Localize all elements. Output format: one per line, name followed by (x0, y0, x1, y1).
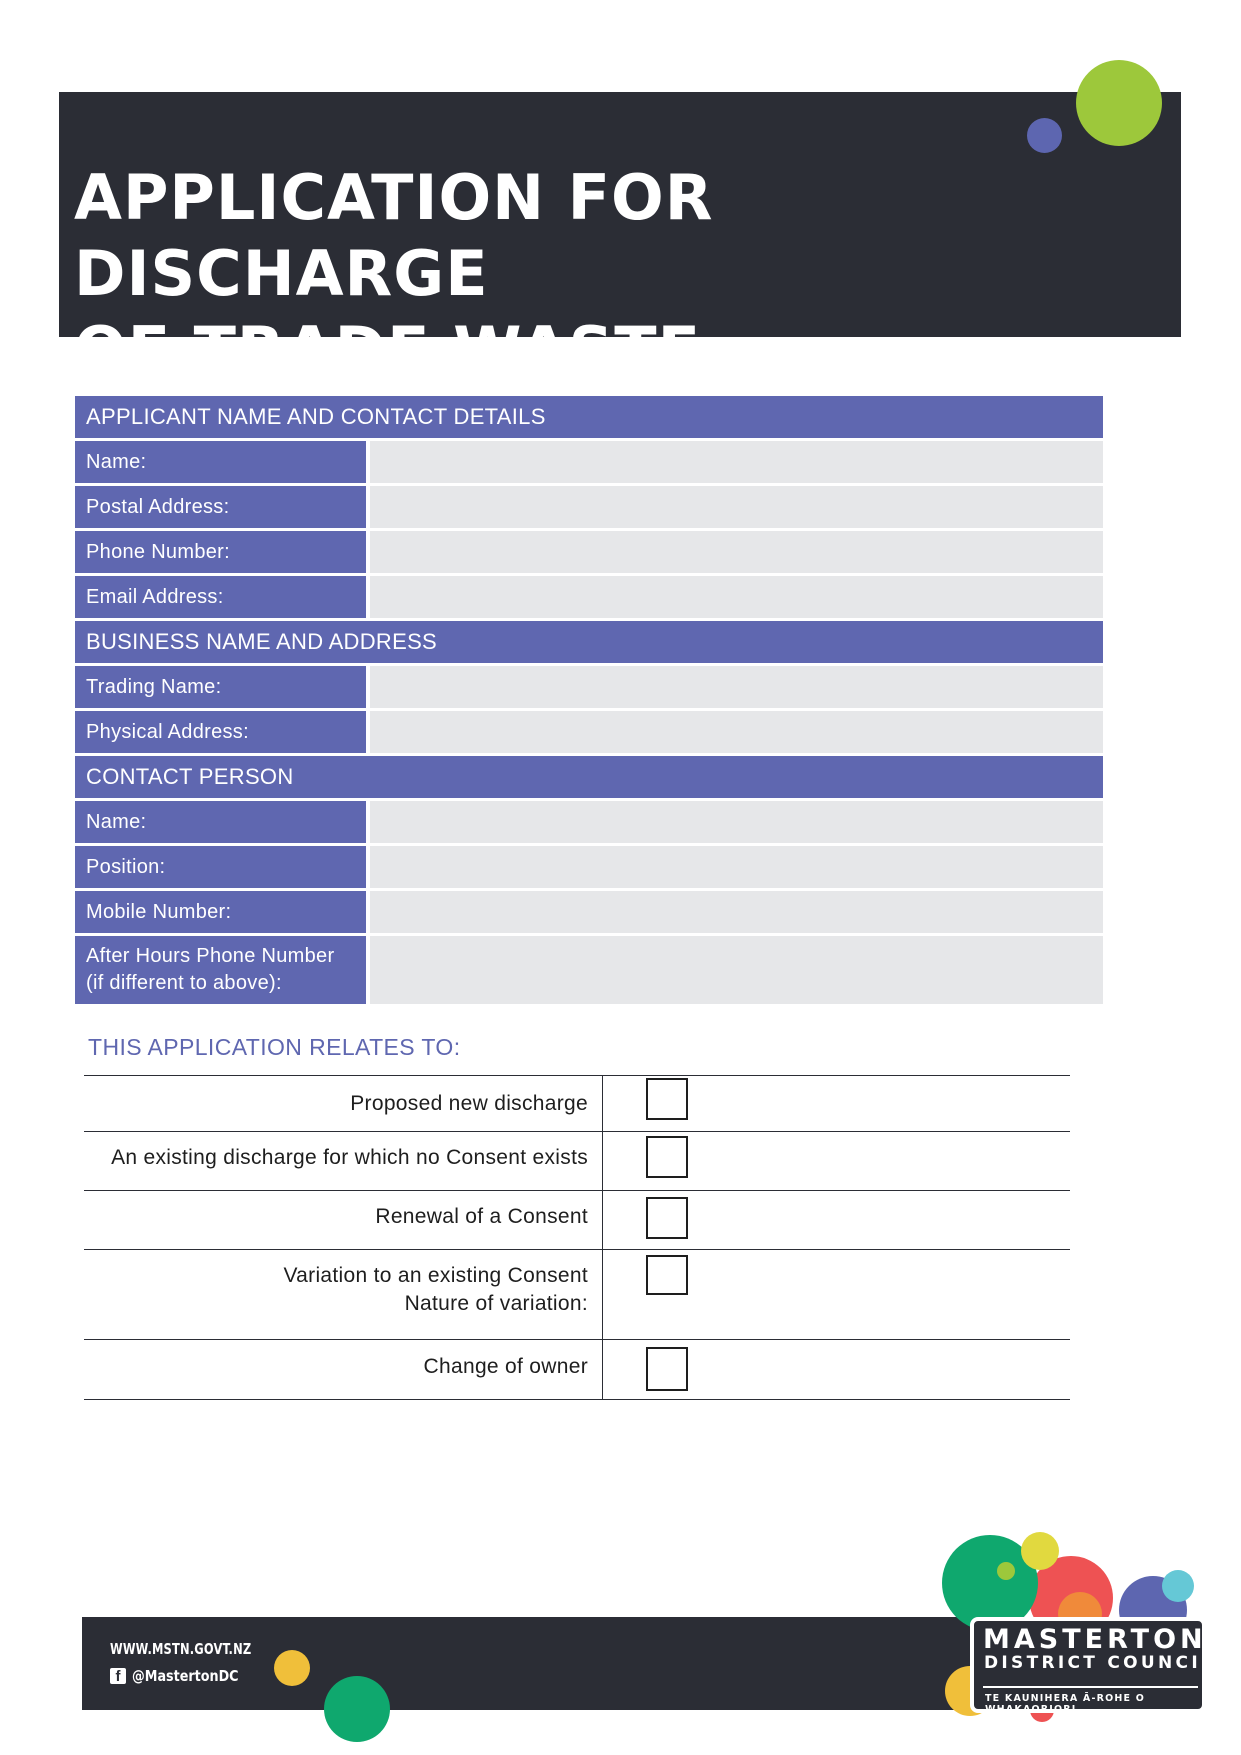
logo-divider (983, 1686, 1198, 1688)
field-label: Position: (75, 846, 366, 888)
logo-light-blue-circle (1162, 1570, 1194, 1602)
logo-name: MASTERTON (983, 1624, 1207, 1655)
option-row (84, 1250, 1070, 1340)
phone-number-field[interactable] (370, 531, 1103, 573)
field-label: Name: (75, 441, 366, 483)
option-row (84, 1340, 1070, 1400)
physical-address-field[interactable] (370, 711, 1103, 753)
facebook-icon: f (110, 1668, 126, 1684)
option-label: Change of owner (84, 1340, 603, 1399)
field-label: Mobile Number: (75, 891, 366, 933)
applicant-form (75, 396, 1103, 1007)
position-field[interactable] (370, 846, 1103, 888)
decorative-periwinkle-circle (1027, 118, 1062, 153)
field-row-contact-name (75, 801, 1103, 843)
field-label: Trading Name: (75, 666, 366, 708)
trading-name-field[interactable] (370, 666, 1103, 708)
field-label: After Hours Phone Number (if different to above): (75, 936, 366, 1004)
option-row (84, 1132, 1070, 1191)
field-label: Name: (75, 801, 366, 843)
field-row-postal-address (75, 486, 1103, 528)
website-link[interactable]: WWW.MSTN.GOVT.NZ (110, 1640, 252, 1658)
field-row-mobile-number (75, 891, 1103, 933)
page-title: APPLICATION FOR DISCHARGE OF TRADE WASTE (74, 161, 714, 386)
field-label: Postal Address: (75, 486, 366, 528)
option-row (84, 1076, 1070, 1132)
section-heading-business: BUSINESS NAME AND ADDRESS (75, 621, 1103, 663)
field-label: Physical Address: (75, 711, 366, 753)
social-link[interactable] (110, 1667, 257, 1685)
decorative-lime-circle (1076, 60, 1162, 146)
proposed-new-discharge-checkbox[interactable] (646, 1078, 688, 1120)
variation-to-consent-checkbox[interactable] (646, 1255, 688, 1295)
option-label: Proposed new discharge (84, 1076, 603, 1131)
after-hours-phone-field[interactable] (370, 936, 1103, 1004)
postal-address-field[interactable] (370, 486, 1103, 528)
field-row-applicant-name (75, 441, 1103, 483)
logo-yellow-green-circle (1021, 1532, 1059, 1570)
decorative-yellow-circle (274, 1650, 310, 1686)
field-row-after-hours-phone (75, 936, 1103, 1004)
option-label: Renewal of a Consent (84, 1191, 603, 1249)
field-row-trading-name (75, 666, 1103, 708)
relates-to-table (84, 1075, 1070, 1400)
option-row (84, 1191, 1070, 1250)
logo-subtitle: DISTRICT COUNCIL (984, 1653, 1216, 1673)
mobile-number-field[interactable] (370, 891, 1103, 933)
decorative-green-circle (324, 1676, 390, 1742)
applicant-name-field[interactable] (370, 441, 1103, 483)
contact-name-field[interactable] (370, 801, 1103, 843)
email-address-field[interactable] (370, 576, 1103, 618)
section-heading-contact-person: CONTACT PERSON (75, 756, 1103, 798)
field-row-phone-number (75, 531, 1103, 573)
field-row-physical-address (75, 711, 1103, 753)
section-heading-applicant: APPLICANT NAME AND CONTACT DETAILS (75, 396, 1103, 438)
field-label: Email Address: (75, 576, 366, 618)
relates-to-heading: THIS APPLICATION RELATES TO: (88, 1034, 461, 1060)
social-handle: @MastertonDC (132, 1667, 239, 1685)
field-row-email-address (75, 576, 1103, 618)
renewal-of-consent-checkbox[interactable] (646, 1197, 688, 1239)
option-label: Variation to an existing Consent Nature of variation: (84, 1250, 603, 1339)
field-label: Phone Number: (75, 531, 366, 573)
field-row-position (75, 846, 1103, 888)
logo-tagline: TE KAUNIHERA Ā-ROHE O WHAKAORIORI (985, 1693, 1146, 1715)
option-label: An existing discharge for which no Consent exists (84, 1132, 603, 1190)
logo-small-lime-circle (997, 1562, 1015, 1580)
existing-discharge-checkbox[interactable] (646, 1136, 688, 1178)
change-of-owner-checkbox[interactable] (646, 1347, 688, 1391)
